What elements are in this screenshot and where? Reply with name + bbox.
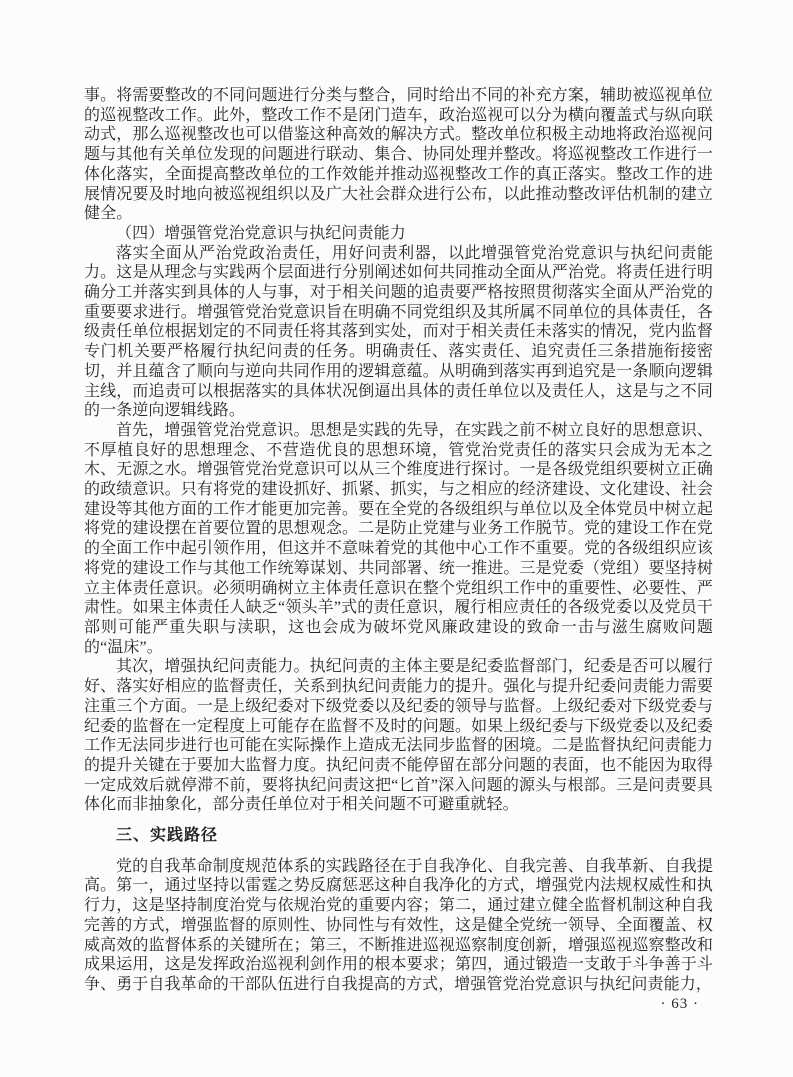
page-number: · 63 · xyxy=(660,996,699,1012)
paragraph: 党的自我革命制度规范体系的实践路径在于自我净化、自我完善、自我革新、自我提高。第一，通过坚持以雷霆之势反腐惩恶这种自我净化的方式，增强党内法规权威性和执行力，这是坚持制度治党与依规治党的重要内容；第二，通过建立健全监督机制这种自我完善的方式，增强监督的原则性、协同性与有效性，这是健全党统一领导、全面覆盖、权威高效的监督体系的关键所在；第三，不断推进巡视巡察制度创新，增强巡视巡察整改和成果运用，这是发挥政治巡视利剑作用的根本要求；第四，通过锻造一支敢于斗争善于斗争、勇于自我革命的干部队伍进行自我提高的方式，增强管党治党意识与执纪问责能力， xyxy=(84,857,713,993)
paragraph: 落实全面从严治党政治责任，用好问责利器，以此增强管党治党意识与执纪问责能力。这是从理念与实践两个层面进行分别阐述如何共同推动全面从严治党。将责任进行明确分工并落实到具体的人与事，对于相关问题的追责要严格按照贯彻落实全面从严治党的重要要求进行。增强管党治党意识旨在明确不同党组织及其所属不同单位的具体责任，各级责任单位根据划定的不同责任将其落到实处，而对于相关责任未落实的情况，党内监督专门机关要严格履行执纪问责的任务。明确责任、落实责任、追究责任三条措施衔接密切，并且蕴含了顺向与逆向共同作用的逻辑意蕴。从明确到落实再到追究是一条顺向逻辑主线，而追责可以根据落实的具体状况倒逼出具体的责任单位以及责任人，这是与之不同的一条逆向逻辑线路。 xyxy=(84,244,713,420)
text-block xyxy=(84,86,713,995)
paragraph: 其次，增强执纪问责能力。执纪问责的主体主要是纪委监督部门，纪委是否可以履行好、落实好相应的监督责任，关系到执纪问责能力的提升。强化与提升纪委问责能力需要注重三个方面。一是上级纪委对下级党委以及纪委的领导与监督。上级纪委对下级党委与纪委的监督在一定程度上可能存在监督不及时的问题。如果上级纪委与下级党委以及纪委工作无法同步进行也可能在实际操作上造成无法同步监督的困境。二是监督执纪问责能力的提升关键在于要加大监督力度。执纪问责不能停留在部分问题的表面，也不能因为取得一定成效后就停滞不前，要将执纪问责这把“匕首”深入问题的源头与根部。三是问责要具体化而非抽象化，部分责任单位对于相关问题不可避重就轻。 xyxy=(84,658,713,814)
paragraph-continuation: 事。将需要整改的不同问题进行分类与整合，同时给出不同的补充方案，辅助被巡视单位的巡视整改工作。此外，整改工作不是闭门造车，政治巡视可以分为横向覆盖式与纵向联动式，那么巡视整改也可以借鉴这种高效的解决方式。整改单位积极主动地将政治巡视问题与其他有关单位发现的问题进行联动、集合、协同处理并整改。将巡视整改工作进行一体化落实，全面提高整改单位的工作效能并推动巡视整改工作的真正落实。整改工作的进展情况要及时地向被巡视组织以及广大社会群众进行公布，以此推动整改评估机制的建立健全。 xyxy=(84,87,713,223)
paragraph: 首先，增强管党治党意识。思想是实践的先导，在实践之前不树立良好的思想意识、不厚植良好的思想理念、不营造优良的思想环境，管党治党责任的落实只会成为无本之木、无源之水。增强管党治党意识可以从三个维度进行探讨。一是各级党组织要树立正确的政绩意识。只有将党的建设抓好、抓紧、抓实，与之相应的经济建设、文化建设、社会建设等其他方面的工作才能更加完善。要在全党的各级组织与单位以及全体党员中树立起将党的建设摆在首要位置的思想观念。二是防止党建与业务工作脱节。党的建设工作在党的全面工作中起引领作用，但这并不意味着党的其他中心工作不重要。党的各级组织应该将党的建设工作与其他工作统筹谋划、共同部署、统一推进。三是党委（党组）要坚持树立主体责任意识。必须明确树立主体责任意识在整个党组织工作中的重要性、必要性、严肃性。如果主体责任人缺乏“领头羊”式的责任意识，履行相应责任的各级党委以及党员干部则可能严重失职与渎职，这也会成为破坏党风廉政建设的致命一击与滋生腐败问题的“温床”。 xyxy=(84,421,713,656)
section-heading-3: 三、实践路径 xyxy=(116,827,219,845)
subsection-heading-4: （四）增强管党治党意识与执纪问责能力 xyxy=(116,224,406,242)
